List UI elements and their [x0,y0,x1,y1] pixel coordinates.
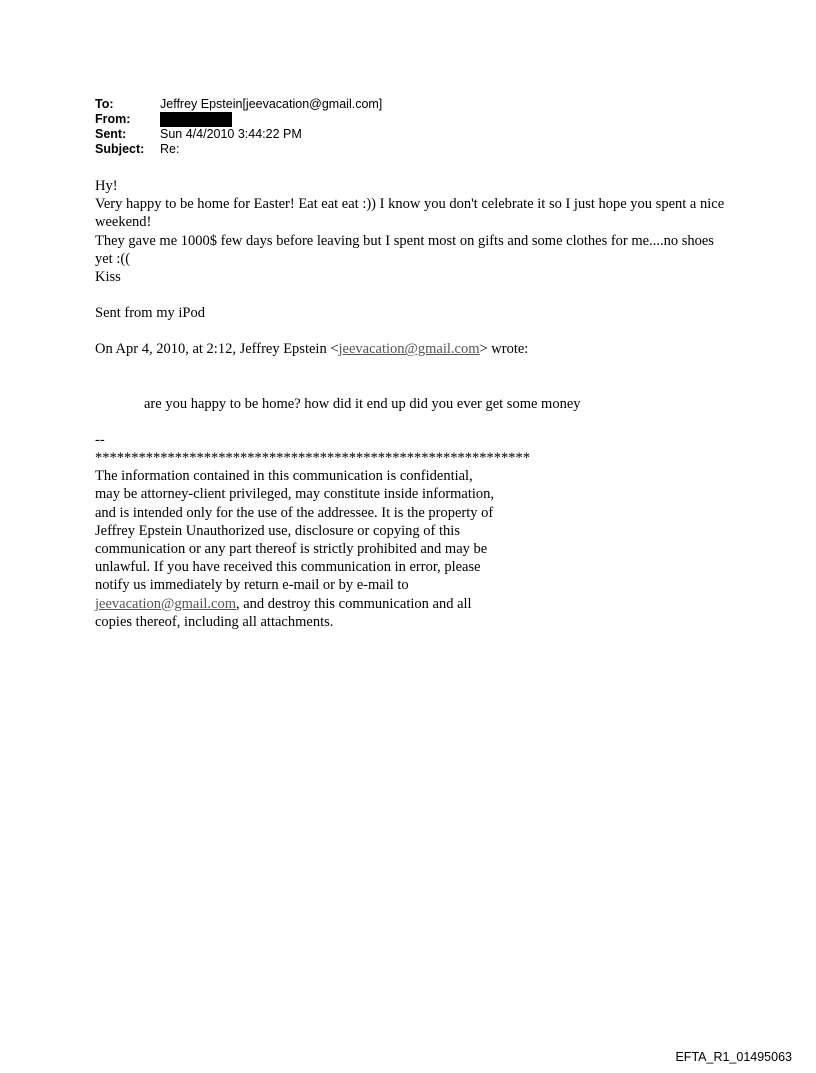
disclaimer-text-end: , and destroy this communication and all copies thereof, including all attachments. [95,595,472,630]
sent-row [95,127,382,142]
signoff: Kiss [95,269,121,286]
sent-label: Sent: [95,127,127,141]
signature: Sent from my iPod [95,305,205,322]
separator-dashes: -- [95,431,105,448]
quote-email-link[interactable]: jeevacation@gmail.com [338,341,480,358]
disclaimer-email-link[interactable]: jeevacation@gmail.com [95,595,236,612]
quote-attribution [95,340,735,358]
disclaimer [95,467,495,631]
to-row [95,97,382,112]
message-line-1: Very happy to be home for Easter! Eat eat eat :)) I know you don't celebrate it so I just hope you spent a nice weekend! [95,196,725,231]
to-label: To: [95,97,114,111]
subject-label: Subject: [95,142,145,156]
from-label: From: [95,112,131,126]
document-id: EFTA_R1_01495063 [675,1050,792,1064]
email-body [95,177,735,631]
message-line-2: They gave me 1000$ few days before leaving but I spent most on gifts and some clothes for me....no shoes yet :(( [95,232,714,267]
separator-stars: ************************************************************ [95,450,530,467]
email-header [95,97,382,157]
from-row [95,112,382,127]
to-value: Jeffrey Epstein[jeevacation@gmail.com] [160,97,383,111]
quoted-message: are you happy to be home? how did it end up did you ever get some money [144,395,581,412]
quote-prefix: On Apr 4, 2010, at 2:12, Jeffrey Epstein < [95,341,339,358]
subject-row [95,142,382,157]
subject-value: Re: [160,142,180,156]
sent-value: Sun 4/4/2010 3:44:22 PM [160,127,302,141]
redaction-box [160,112,232,127]
disclaimer-text: The information contained in this communication is confidential, may be attorney-client privileged, may constitute inside information, and is intended only for the use of the addressee. It is the property of Jeffrey Epstein Unauthorized use, disclosure or copying of this communication or any part thereof is strictly prohibited and may be unlawful. If you have received this communication in error, please notify us immediately by return e-mail or by e-mail to [95,468,495,594]
quote-suffix: > wrote: [479,341,529,358]
greeting: Hy! [95,178,118,194]
